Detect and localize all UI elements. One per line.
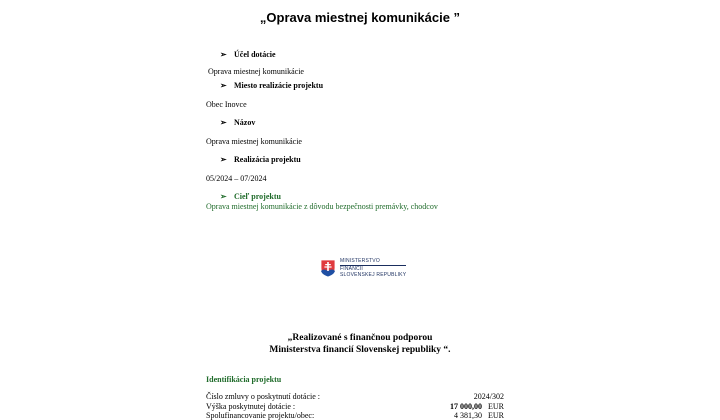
section-text-purpose: Oprava miestnej komunikácie [208, 67, 304, 76]
section-text-goal: Oprava miestnej komunikácie z dôvodu bezpečnosti premávky, chodcov [206, 202, 438, 211]
ministry-logo-text: MINISTERSTVO FINANCIÍ SLOVENSKEJ REPUBLIKY [340, 258, 407, 278]
arrow-bullet-icon: ➢ [220, 50, 227, 59]
slovak-coat-of-arms-icon [320, 259, 336, 277]
section-heading-location: ➢ Miesto realizácie projektu [220, 81, 324, 90]
section-heading-name: ➢ Názov [220, 118, 256, 127]
section-text-realization: 05/2024 – 07/2024 [206, 174, 267, 183]
ministry-logo [320, 258, 406, 278]
section-heading-goal: ➢ Cieľ projektu [220, 192, 281, 201]
section-text-name: Oprava miestnej komunikácie [206, 137, 302, 146]
identification-title: Identifikácia projektu [206, 375, 282, 384]
id-row-value: 2024/302 [473, 392, 504, 401]
id-row-unit: EUR [488, 402, 504, 411]
id-row-value: 17 000,00 [450, 402, 482, 411]
section-heading-purpose: ➢ Účel dotácie [220, 50, 276, 59]
arrow-bullet-icon: ➢ [220, 155, 227, 164]
arrow-bullet-icon: ➢ [220, 118, 227, 127]
section-text-location: Obec Inovce [206, 100, 247, 109]
arrow-bullet-icon: ➢ [220, 192, 227, 201]
funding-statement-line-2: Ministerstva financií Slovenskej republiky “. [269, 345, 451, 355]
id-row-label: Výška poskytnutej dotácie : [206, 402, 296, 411]
arrow-bullet-icon: ➢ [220, 81, 227, 90]
id-row-value: 4 381,30 [454, 411, 482, 420]
funding-statement-line-1: „Realizované s finančnou podporou [287, 333, 433, 343]
id-row-label: Spolufinancovanie projektu/obec: [206, 411, 315, 420]
id-row-unit: EUR [488, 411, 504, 420]
section-heading-realization: ➢ Realizácia projektu [220, 155, 301, 164]
document-title: „Oprava miestnej komunikácie ” [259, 10, 461, 25]
id-row-label: Číslo zmluvy o poskytnutí dotácie : [206, 392, 320, 401]
